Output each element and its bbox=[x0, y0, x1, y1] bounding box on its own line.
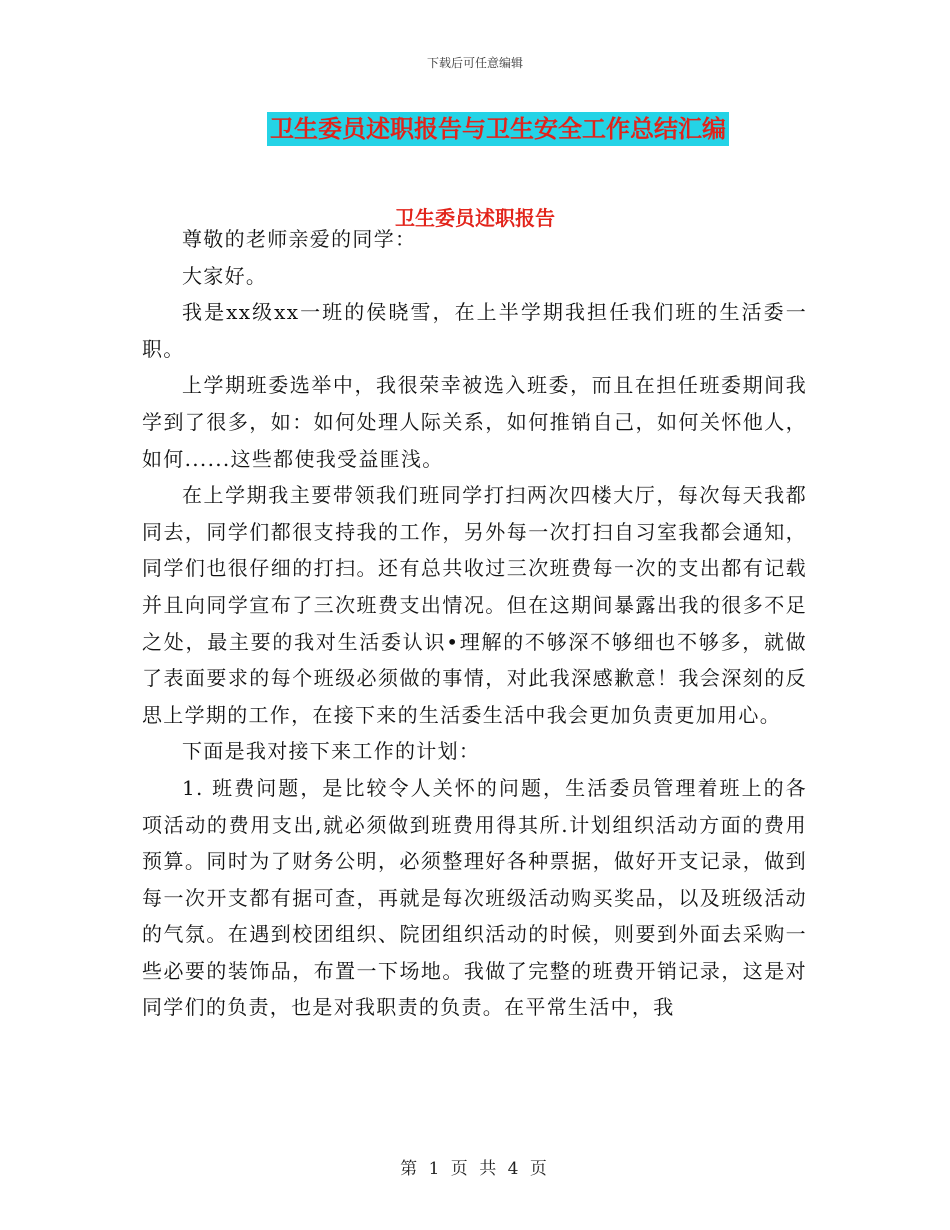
main-title-container bbox=[0, 112, 950, 146]
paragraph-plan-intro: 下面是我对接下来工作的计划： bbox=[182, 739, 481, 764]
document-body bbox=[142, 221, 807, 1026]
paragraph-introduction: 我是xx级xx一班的侯晓雪，在上半学期我担任我们班的生活委一职。 bbox=[142, 300, 807, 361]
section-title: 卫生委员述职报告 bbox=[395, 206, 555, 230]
paragraph-election: 上学期班委选举中，我很荣幸被选入班委，而且在担任班委期间我学到了很多，如：如何处理人际关系，如何推销自己，如何关怀他人，如何......这些都使我受益匪浅。 bbox=[142, 373, 807, 471]
header-note: 下载后可任意编辑 bbox=[426, 56, 523, 70]
paragraph-work-review: 在上学期我主要带领我们班同学打扫两次四楼大厅，每次每天我都同去，同学们都很支持我的工作，另外每一次打扫自习室我都会通知，同学们也很仔细的打扫。还有总共收过三次班费每一次的支出都有记载并且向同学宣布了三次班费支出情况。但在这期间暴露出我的很多不足之处，最主要的我对生活委认识•理解的不够深不够细也不够多，就做了表面要求的每个班级必须做的事情，对此我深感歉意！我会深刻的反思上学期的工作，在接下来的生活委生活中我会更加负责更加用心。 bbox=[142, 483, 807, 727]
paragraph-plan-item-1: 1. 班费问题，是比较令人关怀的问题，生活委员管理着班上的各项活动的费用支出,就必须做到班费用得其所.计划组织活动方面的费用预算。同时为了财务公明，必须整理好各种票据，做好开支记录，做到每一次开支都有据可查，再就是每次班级活动购买奖品，以及班级活动的气氛。在遇到校团组织、院团组织活动的时候，则要到外面去采购一些必要的装饰品，布置一下场地。我做了完整的班费开销记录，这是对同学们的负责，也是对我职责的负责。在平常生活中，我 bbox=[142, 775, 807, 1020]
paragraph-greeting: 大家好。 bbox=[182, 263, 268, 288]
paragraph-salutation: 尊敬的老师亲爱的同学： bbox=[182, 227, 417, 251]
page-number-footer: 第 1 页 共 4 页 bbox=[400, 1159, 550, 1179]
main-title: 卫生委员述职报告与卫生安全工作总结汇编 bbox=[267, 112, 729, 146]
